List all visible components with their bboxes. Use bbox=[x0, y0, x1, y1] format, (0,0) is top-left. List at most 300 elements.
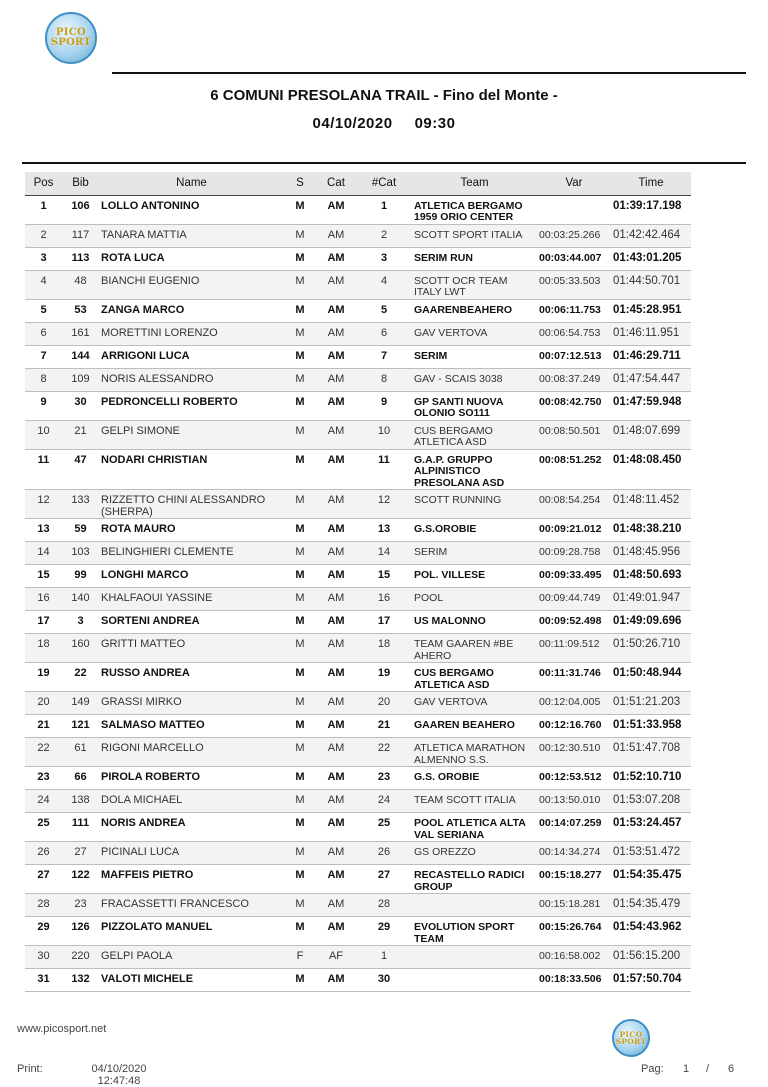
pos-cell: 28 bbox=[25, 894, 62, 917]
bib-cell: 122 bbox=[62, 865, 99, 894]
bib-cell: 53 bbox=[62, 299, 99, 322]
var-cell: 00:03:44.007 bbox=[537, 247, 611, 270]
var-cell: 00:12:30.510 bbox=[537, 738, 611, 767]
bib-cell: 121 bbox=[62, 715, 99, 738]
catpos-cell: 10 bbox=[356, 420, 412, 449]
sex-cell: M bbox=[284, 345, 316, 368]
cat-cell: AM bbox=[316, 368, 356, 391]
bib-cell: 48 bbox=[62, 270, 99, 299]
col-header-cat: Cat bbox=[316, 172, 356, 195]
sex-cell: M bbox=[284, 195, 316, 224]
catpos-cell: 3 bbox=[356, 247, 412, 270]
pos-cell: 13 bbox=[25, 519, 62, 542]
name-cell: ROTA MAURO bbox=[99, 519, 284, 542]
sex-cell: M bbox=[284, 663, 316, 692]
cat-cell: AM bbox=[316, 969, 356, 992]
pos-cell: 24 bbox=[25, 790, 62, 813]
name-cell: FRACASSETTI FRANCESCO bbox=[99, 894, 284, 917]
name-cell: SALMASO MATTEO bbox=[99, 715, 284, 738]
pos-cell: 3 bbox=[25, 247, 62, 270]
pos-cell: 9 bbox=[25, 391, 62, 420]
cat-cell: AM bbox=[316, 224, 356, 247]
bib-cell: 144 bbox=[62, 345, 99, 368]
event-datetime bbox=[0, 115, 768, 132]
cat-cell: AM bbox=[316, 738, 356, 767]
bib-cell: 149 bbox=[62, 692, 99, 715]
pos-cell: 29 bbox=[25, 917, 62, 946]
catpos-cell: 25 bbox=[356, 813, 412, 842]
var-cell: 00:09:21.012 bbox=[537, 519, 611, 542]
sex-cell: F bbox=[284, 946, 316, 969]
name-cell: RUSSO ANDREA bbox=[99, 663, 284, 692]
var-cell: 00:09:28.758 bbox=[537, 542, 611, 565]
var-cell: 00:13:50.010 bbox=[537, 790, 611, 813]
name-cell: PICINALI LUCA bbox=[99, 842, 284, 865]
name-cell: RIZZETTO CHINI ALESSANDRO (SHERPA) bbox=[99, 490, 284, 519]
team-cell: SCOTT OCR TEAM ITALY LWT bbox=[412, 270, 537, 299]
col-header-name: Name bbox=[99, 172, 284, 195]
sex-cell: M bbox=[284, 391, 316, 420]
name-cell: MAFFEIS PIETRO bbox=[99, 865, 284, 894]
team-cell: GAARENBEAHERO bbox=[412, 299, 537, 322]
sex-cell: M bbox=[284, 692, 316, 715]
bib-cell: 30 bbox=[62, 391, 99, 420]
time-cell: 01:52:10.710 bbox=[611, 767, 691, 790]
time-cell: 01:53:51.472 bbox=[611, 842, 691, 865]
bib-cell: 106 bbox=[62, 195, 99, 224]
bib-cell: 99 bbox=[62, 565, 99, 588]
cat-cell: AM bbox=[316, 420, 356, 449]
col-header-catpos: #Cat bbox=[356, 172, 412, 195]
team-cell bbox=[412, 894, 537, 917]
event-time: 09:30 bbox=[414, 115, 456, 132]
team-cell: GAAREN BEAHERO bbox=[412, 715, 537, 738]
name-cell: SORTENI ANDREA bbox=[99, 611, 284, 634]
page-title: 6 COMUNI PRESOLANA TRAIL - Fino del Monte - bbox=[210, 87, 558, 104]
name-cell: NORIS ANDREA bbox=[99, 813, 284, 842]
time-cell: 01:45:28.951 bbox=[611, 299, 691, 322]
catpos-cell: 1 bbox=[356, 195, 412, 224]
table-row bbox=[25, 565, 691, 588]
name-cell: DOLA MICHAEL bbox=[99, 790, 284, 813]
table-row bbox=[25, 247, 691, 270]
sex-cell: M bbox=[284, 865, 316, 894]
name-cell: ARRIGONI LUCA bbox=[99, 345, 284, 368]
pos-cell: 11 bbox=[25, 449, 62, 490]
time-cell: 01:44:50.701 bbox=[611, 270, 691, 299]
sex-cell: M bbox=[284, 299, 316, 322]
print-date: 04/10/2020 bbox=[91, 1063, 147, 1075]
bib-cell: 113 bbox=[62, 247, 99, 270]
table-row bbox=[25, 299, 691, 322]
picosport-logo-footer bbox=[612, 1019, 650, 1057]
table-row bbox=[25, 790, 691, 813]
sex-cell: M bbox=[284, 969, 316, 992]
print-datetime bbox=[84, 1063, 154, 1087]
table-row bbox=[25, 663, 691, 692]
pos-cell: 16 bbox=[25, 588, 62, 611]
page-separator: / bbox=[706, 1063, 710, 1075]
catpos-cell: 14 bbox=[356, 542, 412, 565]
time-cell: 01:48:50.693 bbox=[611, 565, 691, 588]
name-cell: BIANCHI EUGENIO bbox=[99, 270, 284, 299]
cat-cell: AF bbox=[316, 946, 356, 969]
sex-cell: M bbox=[284, 588, 316, 611]
sex-cell: M bbox=[284, 565, 316, 588]
team-cell: ATLETICA BERGAMO 1959 ORIO CENTER bbox=[412, 195, 537, 224]
time-cell: 01:53:07.208 bbox=[611, 790, 691, 813]
catpos-cell: 1 bbox=[356, 946, 412, 969]
team-cell: POOL bbox=[412, 588, 537, 611]
bib-cell: 3 bbox=[62, 611, 99, 634]
logo-footer-line-1: PICO bbox=[619, 1029, 643, 1039]
col-header-pos: Pos bbox=[25, 172, 62, 195]
cat-cell: AM bbox=[316, 519, 356, 542]
catpos-cell: 15 bbox=[356, 565, 412, 588]
table-row bbox=[25, 270, 691, 299]
table-row bbox=[25, 767, 691, 790]
time-cell: 01:49:01.947 bbox=[611, 588, 691, 611]
team-cell: TEAM GAAREN #BE AHERO bbox=[412, 634, 537, 663]
var-cell: 00:09:33.495 bbox=[537, 565, 611, 588]
var-cell: 00:08:50.501 bbox=[537, 420, 611, 449]
bib-cell: 111 bbox=[62, 813, 99, 842]
catpos-cell: 7 bbox=[356, 345, 412, 368]
team-cell: EVOLUTION SPORT TEAM bbox=[412, 917, 537, 946]
team-cell: SERIM bbox=[412, 542, 537, 565]
sex-cell: M bbox=[284, 738, 316, 767]
catpos-cell: 29 bbox=[356, 917, 412, 946]
sex-cell: M bbox=[284, 420, 316, 449]
table-row bbox=[25, 692, 691, 715]
bib-cell: 59 bbox=[62, 519, 99, 542]
name-cell: LOLLO ANTONINO bbox=[99, 195, 284, 224]
var-cell: 00:03:25.266 bbox=[537, 224, 611, 247]
table-row bbox=[25, 195, 691, 224]
cat-cell: AM bbox=[316, 449, 356, 490]
var-cell: 00:08:54.254 bbox=[537, 490, 611, 519]
name-cell: PIZZOLATO MANUEL bbox=[99, 917, 284, 946]
team-cell: GP SANTI NUOVA OLONIO SO111 bbox=[412, 391, 537, 420]
sex-cell: M bbox=[284, 322, 316, 345]
cat-cell: AM bbox=[316, 565, 356, 588]
pos-cell: 19 bbox=[25, 663, 62, 692]
table-row bbox=[25, 490, 691, 519]
top-divider bbox=[112, 72, 746, 74]
var-cell: 00:05:33.503 bbox=[537, 270, 611, 299]
bib-cell: 133 bbox=[62, 490, 99, 519]
sex-cell: M bbox=[284, 449, 316, 490]
sex-cell: M bbox=[284, 790, 316, 813]
cat-cell: AM bbox=[316, 195, 356, 224]
catpos-cell: 17 bbox=[356, 611, 412, 634]
time-cell: 01:51:47.708 bbox=[611, 738, 691, 767]
time-cell: 01:43:01.205 bbox=[611, 247, 691, 270]
time-cell: 01:54:35.475 bbox=[611, 865, 691, 894]
table-row bbox=[25, 322, 691, 345]
catpos-cell: 19 bbox=[356, 663, 412, 692]
catpos-cell: 18 bbox=[356, 634, 412, 663]
col-header-var: Var bbox=[537, 172, 611, 195]
time-cell: 01:57:50.704 bbox=[611, 969, 691, 992]
col-header-team: Team bbox=[412, 172, 537, 195]
table-row bbox=[25, 715, 691, 738]
cat-cell: AM bbox=[316, 490, 356, 519]
name-cell: MORETTINI LORENZO bbox=[99, 322, 284, 345]
team-cell bbox=[412, 946, 537, 969]
page-total: 6 bbox=[728, 1063, 735, 1075]
cat-cell: AM bbox=[316, 270, 356, 299]
catpos-cell: 20 bbox=[356, 692, 412, 715]
time-cell: 01:48:11.452 bbox=[611, 490, 691, 519]
var-cell: 00:09:44.749 bbox=[537, 588, 611, 611]
table-row bbox=[25, 969, 691, 992]
var-cell: 00:16:58.002 bbox=[537, 946, 611, 969]
bib-cell: 61 bbox=[62, 738, 99, 767]
var-cell: 00:15:26.764 bbox=[537, 917, 611, 946]
pos-cell: 14 bbox=[25, 542, 62, 565]
var-cell: 00:12:53.512 bbox=[537, 767, 611, 790]
cat-cell: AM bbox=[316, 715, 356, 738]
bib-cell: 21 bbox=[62, 420, 99, 449]
sex-cell: M bbox=[284, 813, 316, 842]
bib-cell: 103 bbox=[62, 542, 99, 565]
sex-cell: M bbox=[284, 634, 316, 663]
team-cell: TEAM SCOTT ITALIA bbox=[412, 790, 537, 813]
bib-cell: 27 bbox=[62, 842, 99, 865]
table-row bbox=[25, 738, 691, 767]
pos-cell: 30 bbox=[25, 946, 62, 969]
team-cell: CUS BERGAMO ATLETICA ASD bbox=[412, 420, 537, 449]
col-header-sex: S bbox=[284, 172, 316, 195]
pos-cell: 21 bbox=[25, 715, 62, 738]
name-cell: TANARA MATTIA bbox=[99, 224, 284, 247]
var-cell: 00:12:04.005 bbox=[537, 692, 611, 715]
team-cell: SCOTT RUNNING bbox=[412, 490, 537, 519]
bib-cell: 161 bbox=[62, 322, 99, 345]
time-cell: 01:48:08.450 bbox=[611, 449, 691, 490]
team-cell: GAV - SCAIS 3038 bbox=[412, 368, 537, 391]
pos-cell: 5 bbox=[25, 299, 62, 322]
var-cell: 00:18:33.506 bbox=[537, 969, 611, 992]
page-label: Pag: bbox=[641, 1063, 664, 1075]
sex-cell: M bbox=[284, 842, 316, 865]
time-cell: 01:50:48.944 bbox=[611, 663, 691, 692]
pos-cell: 18 bbox=[25, 634, 62, 663]
catpos-cell: 28 bbox=[356, 894, 412, 917]
table-row bbox=[25, 542, 691, 565]
col-header-bib: Bib bbox=[62, 172, 99, 195]
bib-cell: 140 bbox=[62, 588, 99, 611]
cat-cell: AM bbox=[316, 542, 356, 565]
cat-cell: AM bbox=[316, 588, 356, 611]
table-row bbox=[25, 917, 691, 946]
var-cell: 00:14:07.259 bbox=[537, 813, 611, 842]
sex-cell: M bbox=[284, 894, 316, 917]
table-row bbox=[25, 368, 691, 391]
name-cell: NODARI CHRISTIAN bbox=[99, 449, 284, 490]
name-cell: NORIS ALESSANDRO bbox=[99, 368, 284, 391]
logo-footer-line-2: SPORT bbox=[615, 1037, 647, 1046]
pos-cell: 22 bbox=[25, 738, 62, 767]
time-cell: 01:51:21.203 bbox=[611, 692, 691, 715]
catpos-cell: 16 bbox=[356, 588, 412, 611]
name-cell: KHALFAOUI YASSINE bbox=[99, 588, 284, 611]
sex-cell: M bbox=[284, 368, 316, 391]
pos-cell: 2 bbox=[25, 224, 62, 247]
name-cell: VALOTI MICHELE bbox=[99, 969, 284, 992]
logo-line-2: SPORT bbox=[50, 37, 92, 48]
bib-cell: 23 bbox=[62, 894, 99, 917]
catpos-cell: 13 bbox=[356, 519, 412, 542]
pos-cell: 27 bbox=[25, 865, 62, 894]
team-cell: G.A.P. GRUPPO ALPINISTICO PRESOLANA ASD bbox=[412, 449, 537, 490]
pos-cell: 20 bbox=[25, 692, 62, 715]
time-cell: 01:51:33.958 bbox=[611, 715, 691, 738]
time-cell: 01:54:43.962 bbox=[611, 917, 691, 946]
cat-cell: AM bbox=[316, 917, 356, 946]
team-cell: SERIM bbox=[412, 345, 537, 368]
var-cell: 00:11:09.512 bbox=[537, 634, 611, 663]
catpos-cell: 2 bbox=[356, 224, 412, 247]
time-cell: 01:56:15.200 bbox=[611, 946, 691, 969]
catpos-cell: 23 bbox=[356, 767, 412, 790]
time-cell: 01:47:54.447 bbox=[611, 368, 691, 391]
team-cell: SCOTT SPORT ITALIA bbox=[412, 224, 537, 247]
sex-cell: M bbox=[284, 270, 316, 299]
picosport-logo bbox=[45, 12, 97, 64]
time-cell: 01:49:09.696 bbox=[611, 611, 691, 634]
pos-cell: 12 bbox=[25, 490, 62, 519]
table-row bbox=[25, 588, 691, 611]
time-cell: 01:42:42.464 bbox=[611, 224, 691, 247]
event-date: 04/10/2020 bbox=[312, 115, 393, 132]
table-row bbox=[25, 391, 691, 420]
time-cell: 01:50:26.710 bbox=[611, 634, 691, 663]
var-cell: 00:06:11.753 bbox=[537, 299, 611, 322]
var-cell: 00:11:31.746 bbox=[537, 663, 611, 692]
time-cell: 01:48:38.210 bbox=[611, 519, 691, 542]
bib-cell: 47 bbox=[62, 449, 99, 490]
catpos-cell: 5 bbox=[356, 299, 412, 322]
time-cell: 01:48:07.699 bbox=[611, 420, 691, 449]
pos-cell: 4 bbox=[25, 270, 62, 299]
bib-cell: 126 bbox=[62, 917, 99, 946]
cat-cell: AM bbox=[316, 611, 356, 634]
name-cell: BELINGHIERI CLEMENTE bbox=[99, 542, 284, 565]
bib-cell: 109 bbox=[62, 368, 99, 391]
name-cell: ROTA LUCA bbox=[99, 247, 284, 270]
table-row bbox=[25, 842, 691, 865]
var-cell: 00:15:18.277 bbox=[537, 865, 611, 894]
name-cell: GELPI PAOLA bbox=[99, 946, 284, 969]
print-time: 12:47:48 bbox=[97, 1075, 141, 1087]
var-cell bbox=[537, 195, 611, 224]
cat-cell: AM bbox=[316, 894, 356, 917]
name-cell: PEDRONCELLI ROBERTO bbox=[99, 391, 284, 420]
team-cell: ATLETICA MARATHON ALMENNO S.S. bbox=[412, 738, 537, 767]
sex-cell: M bbox=[284, 715, 316, 738]
sex-cell: M bbox=[284, 490, 316, 519]
pos-cell: 25 bbox=[25, 813, 62, 842]
cat-cell: AM bbox=[316, 345, 356, 368]
table-row bbox=[25, 634, 691, 663]
name-cell: GELPI SIMONE bbox=[99, 420, 284, 449]
table-row bbox=[25, 611, 691, 634]
pos-cell: 7 bbox=[25, 345, 62, 368]
catpos-cell: 9 bbox=[356, 391, 412, 420]
cat-cell: AM bbox=[316, 391, 356, 420]
bib-cell: 117 bbox=[62, 224, 99, 247]
sex-cell: M bbox=[284, 611, 316, 634]
team-cell: GAV VERTOVA bbox=[412, 692, 537, 715]
var-cell: 00:08:37.249 bbox=[537, 368, 611, 391]
team-cell bbox=[412, 969, 537, 992]
team-cell: G.S.OROBIE bbox=[412, 519, 537, 542]
bib-cell: 66 bbox=[62, 767, 99, 790]
name-cell: RIGONI MARCELLO bbox=[99, 738, 284, 767]
bib-cell: 220 bbox=[62, 946, 99, 969]
page-current: 1 bbox=[683, 1063, 690, 1075]
time-cell: 01:46:29.711 bbox=[611, 345, 691, 368]
catpos-cell: 21 bbox=[356, 715, 412, 738]
team-cell: G.S. OROBIE bbox=[412, 767, 537, 790]
sex-cell: M bbox=[284, 519, 316, 542]
team-cell: GS OREZZO bbox=[412, 842, 537, 865]
table-row bbox=[25, 420, 691, 449]
cat-cell: AM bbox=[316, 634, 356, 663]
cat-cell: AM bbox=[316, 299, 356, 322]
col-header-time: Time bbox=[611, 172, 691, 195]
time-cell: 01:53:24.457 bbox=[611, 813, 691, 842]
pos-cell: 8 bbox=[25, 368, 62, 391]
catpos-cell: 24 bbox=[356, 790, 412, 813]
var-cell: 00:14:34.274 bbox=[537, 842, 611, 865]
time-cell: 01:46:11.951 bbox=[611, 322, 691, 345]
cat-cell: AM bbox=[316, 767, 356, 790]
catpos-cell: 11 bbox=[356, 449, 412, 490]
website-link[interactable]: www.picosport.net bbox=[17, 1023, 107, 1035]
var-cell: 00:07:12.513 bbox=[537, 345, 611, 368]
team-cell: POOL ATLETICA ALTA VAL SERIANA bbox=[412, 813, 537, 842]
cat-cell: AM bbox=[316, 790, 356, 813]
name-cell: GRASSI MIRKO bbox=[99, 692, 284, 715]
catpos-cell: 12 bbox=[356, 490, 412, 519]
header-divider bbox=[22, 162, 746, 164]
catpos-cell: 27 bbox=[356, 865, 412, 894]
table-row bbox=[25, 449, 691, 490]
pos-cell: 10 bbox=[25, 420, 62, 449]
var-cell: 00:08:51.252 bbox=[537, 449, 611, 490]
sex-cell: M bbox=[284, 917, 316, 946]
pos-cell: 31 bbox=[25, 969, 62, 992]
name-cell: PIROLA ROBERTO bbox=[99, 767, 284, 790]
var-cell: 00:09:52.498 bbox=[537, 611, 611, 634]
var-cell: 00:12:16.760 bbox=[537, 715, 611, 738]
time-cell: 01:47:59.948 bbox=[611, 391, 691, 420]
results-body bbox=[25, 195, 691, 992]
var-cell: 00:06:54.753 bbox=[537, 322, 611, 345]
catpos-cell: 26 bbox=[356, 842, 412, 865]
time-cell: 01:39:17.198 bbox=[611, 195, 691, 224]
catpos-cell: 22 bbox=[356, 738, 412, 767]
pos-cell: 17 bbox=[25, 611, 62, 634]
pos-cell: 23 bbox=[25, 767, 62, 790]
var-cell: 00:08:42.750 bbox=[537, 391, 611, 420]
team-cell: CUS BERGAMO ATLETICA ASD bbox=[412, 663, 537, 692]
sex-cell: M bbox=[284, 247, 316, 270]
catpos-cell: 30 bbox=[356, 969, 412, 992]
